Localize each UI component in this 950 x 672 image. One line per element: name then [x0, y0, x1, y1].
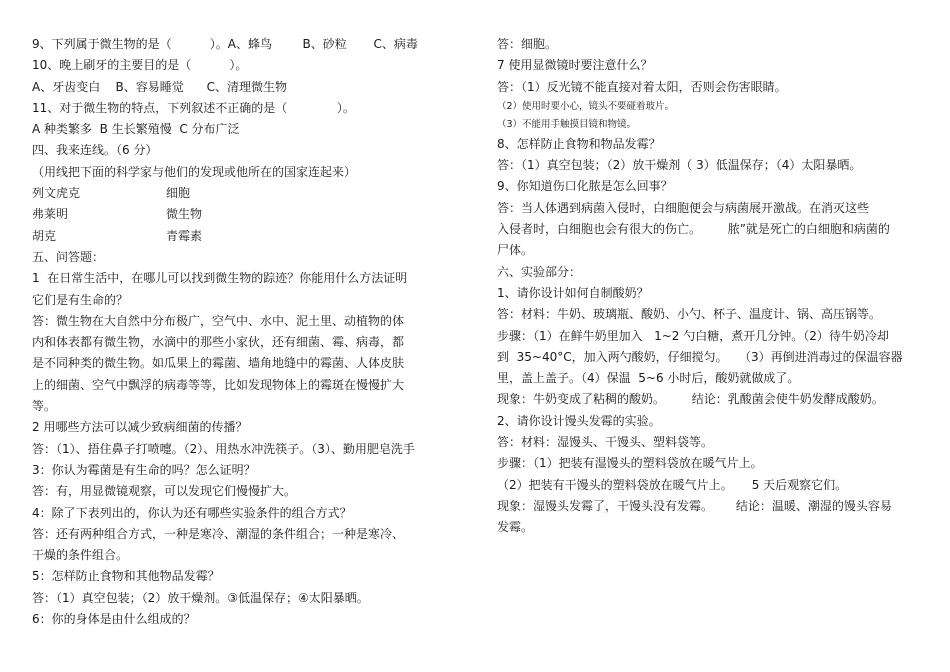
- text-line: 答：材料：牛奶、玻璃瓶、酸奶、小勺、杯子、温度计、锅、高压锅等。: [497, 307, 882, 322]
- text-line: 8、怎样防止食物和物品发霉？: [497, 136, 661, 151]
- text-line: （3）不能用手触摸目镜和物镜。: [497, 118, 637, 130]
- text-line: （2）使用时要小心，镜头不要碰着玻片。: [497, 100, 675, 112]
- text-line: 六、实验部分：: [497, 264, 582, 279]
- discovery-item: 微生物: [166, 207, 203, 222]
- text-line: 答：还有两种组合方式，一种是寒冷、潮湿的条件组合；一种是寒冷、: [32, 526, 405, 541]
- text-line: 答：（1）真空包装；（2）放干燥剂（ 3）低温保存；（4）太阳暴晒。: [497, 158, 862, 173]
- text-line: 等。: [32, 399, 57, 414]
- text-line: 2、请你设计馒头发霉的实验。: [497, 413, 661, 428]
- text-line: 入侵者时，白细胞也会有很大的伤亡。 脓”就是死亡的白细胞和病菌的: [497, 222, 890, 237]
- text-line: 答：（1）真空包装；（2）放干燥剂。③低温保存；④太阳暴晒。: [32, 590, 369, 605]
- text-line: 答：（1）、捂住鼻子打喷嚏。（2）、用热水冲洗筷子。（3）、勤用肥皂洗手: [32, 441, 415, 456]
- text-line: 答：材料：湿馒头、干馒头、塑料袋等。: [497, 435, 714, 450]
- text-line: 它们是有生命的？: [32, 292, 129, 307]
- text-line: 1、请你设计如何自制酸奶？: [497, 285, 649, 300]
- text-line: 到 35~40°C，加入两勺酸奶，仔细搅匀。 （3）再倒进消毒过的保温容器: [497, 349, 903, 364]
- text-line: 6：你的身体是由什么组成的？: [32, 612, 196, 627]
- text-line: 答：当人体遇到病菌入侵时，白细胞便会与病菌展开激战。在消灭这些: [497, 200, 870, 215]
- scientist-name: 胡克: [32, 228, 57, 243]
- text-line: 2 用哪些方法可以减少致病细菌的传播？: [32, 420, 248, 435]
- text-line: 5：怎样防止食物和其他物品发霉？: [32, 569, 220, 584]
- text-line: 干燥的条件组合。: [32, 548, 129, 563]
- text-line: A、牙齿变白 B、容易睡觉 C、清理微生物: [32, 79, 287, 94]
- text-line: 上的细菌、空气中飘浮的病毒等等，比如发现物体上的霉斑在慢慢扩大: [32, 377, 405, 392]
- text-line: 答：有，用显微镜观察，可以发现它们慢慢扩大。: [32, 484, 297, 499]
- match-row: [32, 183, 462, 204]
- text-line: 1 在日常生活中，在哪儿可以找到微生物的踪迹？你能用什么方法证明: [32, 271, 408, 286]
- text-line: 现象：牛奶变成了粘稠的酸奶。 结论：乳酸菌会使牛奶发酵成酸奶。: [497, 392, 884, 407]
- text-line: A 种类繁多 B 生长繁殖慢 C 分布广泛: [32, 122, 240, 137]
- text-line: 9、你知道伤口化脓是怎么回事？: [497, 179, 673, 194]
- text-line: 10、晚上刷牙的主要目的是（ ）。: [32, 58, 248, 73]
- text-line: 尸体。: [497, 243, 534, 258]
- text-line: 7 使用显微镜时要注意什么？: [497, 58, 653, 73]
- match-row: [32, 204, 462, 225]
- left-column: [32, 34, 462, 630]
- text-line: 步骤：（1）把装有湿馒头的塑料袋放在暖气片上。: [497, 456, 763, 471]
- text-line: 现象：湿馒头发霉了，干馒头没有发霉。 结论：温暖、潮湿的馒头容易: [497, 498, 892, 513]
- text-line: 11、对于微生物的特点，下列叙述不正确的是（ ）。: [32, 100, 355, 115]
- match-row: [32, 226, 462, 247]
- text-line: 四、我来连线。（6 分）: [32, 143, 158, 158]
- discovery-item: 细胞: [166, 186, 191, 201]
- text-line: 内和体表都有微生物，水滴中的那些小家伙，还有细菌、霉、病毒，都: [32, 335, 405, 350]
- text-line: 是不同种类的微生物。如瓜果上的霉菌、墙角地缝中的霉菌、人体皮肤: [32, 356, 405, 371]
- text-line: 五、问答题：: [32, 249, 105, 264]
- text-line: 答：（1）反光镜不能直接对着太阳，否则会伤害眼睛。: [497, 79, 787, 94]
- text-line: 里，盖上盖子。（4）保温 5~6 小时后，酸奶就做成了。: [497, 371, 800, 386]
- text-line: 答：细胞。: [497, 37, 558, 51]
- text-line: 发霉。: [497, 520, 534, 535]
- right-column: [497, 34, 927, 539]
- text-line: （2）把装有干馒头的塑料袋放在暖气片上。 5 天后观察它们。: [497, 477, 848, 492]
- scientist-name: 列文虎克: [32, 186, 81, 201]
- scientist-name: 弗莱明: [32, 207, 69, 222]
- text-line: 9、下列属于微生物的是（ ）。A、蜂鸟 B、砂粒 C、病毒: [32, 37, 418, 51]
- text-line: 3：你认为霉菌是有生命的吗？怎么证明？: [32, 462, 256, 477]
- text-line: 答：微生物在大自然中分布极广，空气中、水中、泥土里、动植物的体: [32, 313, 405, 328]
- text-line: （用线把下面的科学家与他们的发现或他所在的国家连起来）: [32, 164, 357, 179]
- discovery-item: 青霉素: [166, 228, 203, 243]
- text-line: 4：除了下表列出的，你认为还有哪些实验条件的组合方式？: [32, 505, 352, 520]
- text-line: 步骤：（1）在鲜牛奶里加入 1~2 勺白糖，煮开几分钟。（2）待牛奶冷却: [497, 328, 889, 343]
